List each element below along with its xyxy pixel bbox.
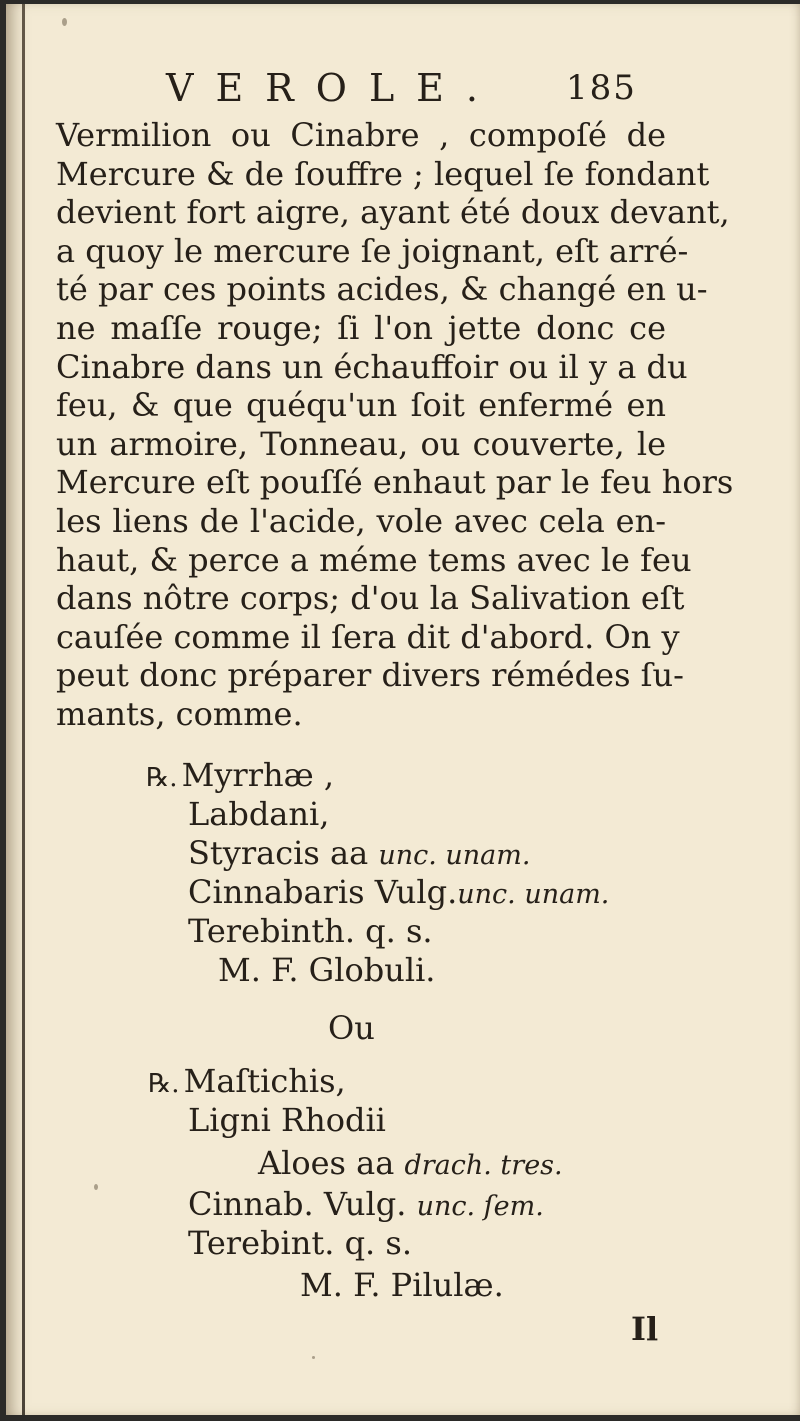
dose: unc. ſem. xyxy=(416,1191,544,1222)
recipe-symbol: ℞. xyxy=(146,763,178,793)
ingredient: Maſtichis, xyxy=(183,1062,346,1100)
ingredient: Ligni Rhodii xyxy=(188,1101,386,1139)
instruction: M. F. Globuli. xyxy=(218,951,436,989)
ingredient: Myrrhæ , xyxy=(181,756,335,794)
text-line: Mercure & de ſouffre ; lequel ſe fondant xyxy=(56,154,710,193)
running-head xyxy=(166,66,666,116)
text-line: peut donc préparer divers rémédes ſu- xyxy=(56,656,684,695)
body-paragraph xyxy=(56,116,734,734)
dose: unc. unam. xyxy=(457,879,610,910)
recipe-two-line-2 xyxy=(188,1101,386,1140)
ingredient: Terebinth. q. s. xyxy=(188,912,433,950)
paper-speck xyxy=(94,1184,98,1190)
recipe-one-instruction xyxy=(218,951,435,990)
page-number: 185 xyxy=(566,68,637,108)
text-line: té par ces points acides, & changé en u- xyxy=(56,270,708,309)
text-line: haut, & perce a méme tems avec le feu xyxy=(56,540,692,579)
recipe-one-line-3 xyxy=(188,834,530,875)
ingredient: Styracis aa xyxy=(188,834,369,872)
ingredient: Cinnab. Vulg. xyxy=(188,1185,407,1223)
text-line: Vermilion ou Cinabre , compoſé de xyxy=(56,116,666,154)
ingredient: Terebint. q. s. xyxy=(188,1224,412,1262)
text-line: un armoire, Tonneau, ou couverte, le xyxy=(56,424,666,463)
ingredient: Aloes aa xyxy=(258,1144,395,1182)
text-line: les liens de l'acide, vole avec cela en- xyxy=(56,501,666,540)
recipe-two-instruction xyxy=(300,1266,504,1305)
text-line: Cinabre dans un échauffoir ou il y a du xyxy=(56,347,688,386)
recipe-two-line-3 xyxy=(258,1144,563,1185)
dose: drach. tres. xyxy=(404,1150,563,1181)
instruction: M. F. Pilulæ. xyxy=(300,1266,504,1304)
text-line: ne maſſe rouge; ſi l'on jette donc ce xyxy=(56,308,666,347)
text-line: dans nôtre corps; d'ou la Salivation eſt xyxy=(56,579,685,618)
running-head-title: VEROLE. xyxy=(166,66,500,110)
separator xyxy=(328,1009,375,1048)
recipe-one-line-2 xyxy=(188,795,329,834)
text-line: devient fort aigre, ayant été doux devant, xyxy=(56,193,730,232)
text-line: mants, comme. xyxy=(56,694,303,733)
dose: unc. unam. xyxy=(378,840,531,871)
recipe-two-line-1 xyxy=(148,1062,346,1104)
recipe-two-line-4 xyxy=(188,1185,544,1226)
text-line: feu, & que quéqu'un ſoit enfermé en xyxy=(56,386,666,425)
text-line: Mercure eſt pouſſé enhaut par le feu hors xyxy=(56,463,734,502)
recipe-one-line-4 xyxy=(188,873,609,914)
text-line: cauſée comme il ſera dit d'abord. On y xyxy=(56,617,680,656)
ingredient: Labdani, xyxy=(188,795,330,833)
binding-gutter xyxy=(22,4,25,1415)
paper-speck xyxy=(62,18,67,26)
paper-speck xyxy=(312,1356,315,1359)
book-page xyxy=(6,4,800,1415)
catchword: Il xyxy=(631,1310,659,1348)
recipe-symbol: ℞. xyxy=(148,1069,180,1099)
recipe-one-line-5 xyxy=(188,912,433,951)
text-line: a quoy le mercure ſe joignant, eſt arré- xyxy=(56,231,689,270)
ingredient: Cinnabaris Vulg. xyxy=(188,873,458,911)
recipe-one-line-1 xyxy=(146,756,334,798)
separator-word: Ou xyxy=(328,1009,375,1047)
recipe-two-line-5 xyxy=(188,1224,412,1263)
